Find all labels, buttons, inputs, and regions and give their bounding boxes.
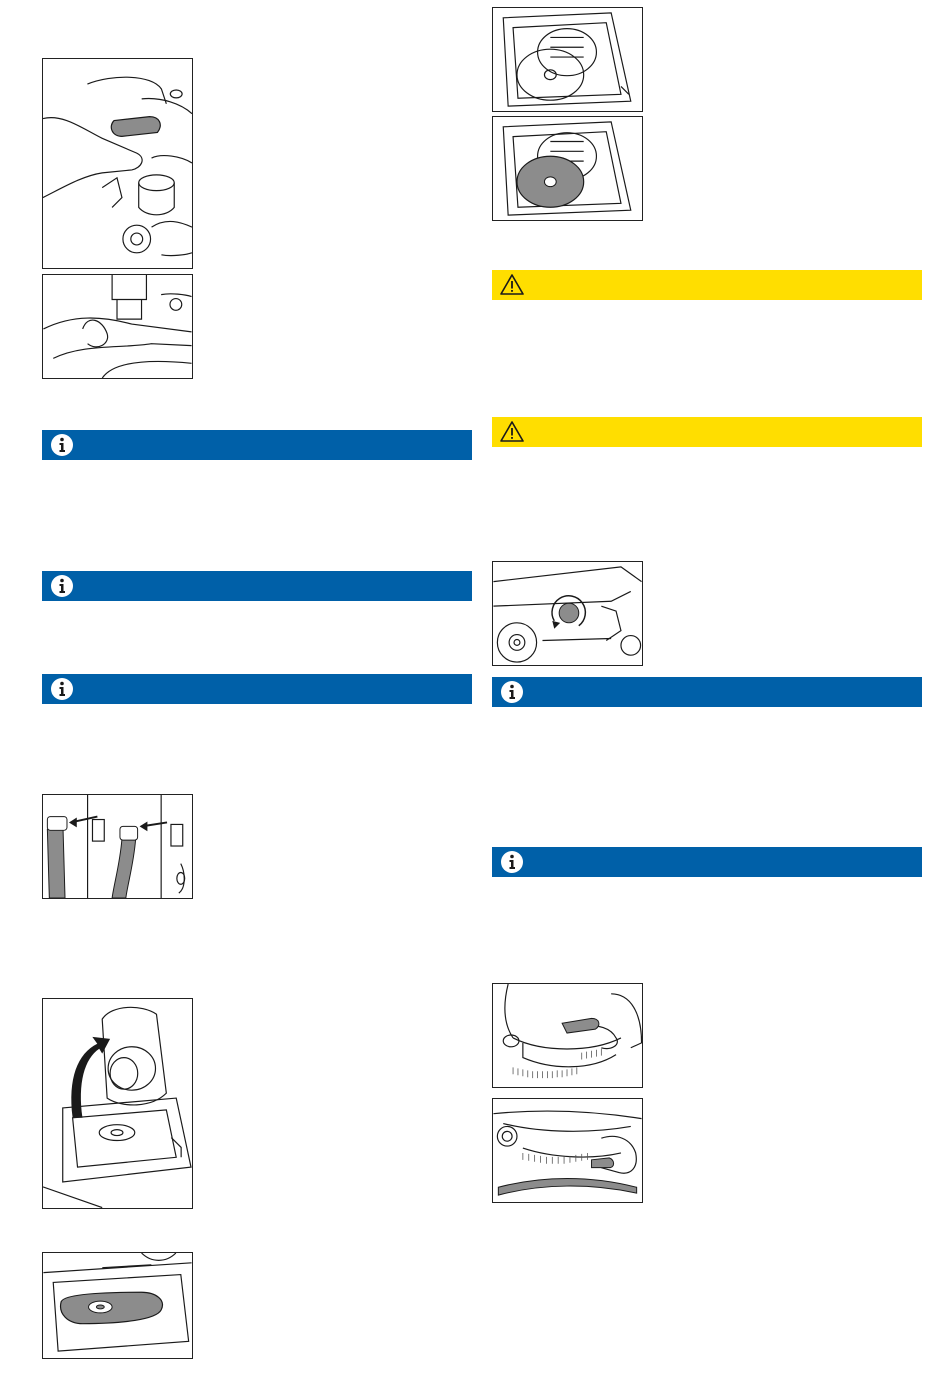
info-notice-bar	[492, 677, 922, 707]
motor-filter-shaded-illustration	[493, 117, 642, 220]
info-icon	[500, 850, 524, 874]
tank-lid-arrow-illustration	[43, 999, 192, 1208]
motor-filter-illustration	[493, 8, 642, 111]
hand-lever-illustration	[43, 59, 192, 268]
hoses-arrows-illustration	[43, 795, 192, 898]
warning-triangle-icon	[500, 420, 524, 444]
figure-brush-hand-rotate	[492, 1098, 643, 1203]
warning-triangle-icon	[500, 273, 524, 297]
info-notice-bar	[42, 571, 472, 601]
info-icon	[50, 574, 74, 598]
info-icon	[50, 433, 74, 457]
info-notice-bar	[42, 674, 472, 704]
info-icon	[500, 680, 524, 704]
figure-wheel-knob-rotate	[492, 561, 643, 666]
warning-notice-bar	[492, 270, 922, 300]
figure-vacuum-motor-filter-removed	[492, 116, 643, 221]
figure-brush-release-lever	[42, 58, 193, 269]
figure-hoses-detach	[42, 794, 193, 899]
warning-notice-bar	[492, 417, 922, 447]
filter-tray-illustration	[43, 1253, 192, 1358]
figure-brush-deck-underside	[42, 274, 193, 379]
info-notice-bar	[42, 430, 472, 460]
info-notice-bar	[492, 847, 922, 877]
wheel-knob-illustration	[493, 562, 642, 665]
hand-brush-rotate-illustration	[493, 1099, 642, 1202]
figure-vacuum-motor-filter	[492, 7, 643, 112]
figure-tank-filter-tray	[42, 1252, 193, 1359]
figure-brush-hand-remove	[492, 983, 643, 1088]
hand-underside-illustration	[43, 275, 192, 378]
figure-tank-lid-open	[42, 998, 193, 1209]
info-icon	[50, 677, 74, 701]
hand-brush-illustration	[493, 984, 642, 1087]
